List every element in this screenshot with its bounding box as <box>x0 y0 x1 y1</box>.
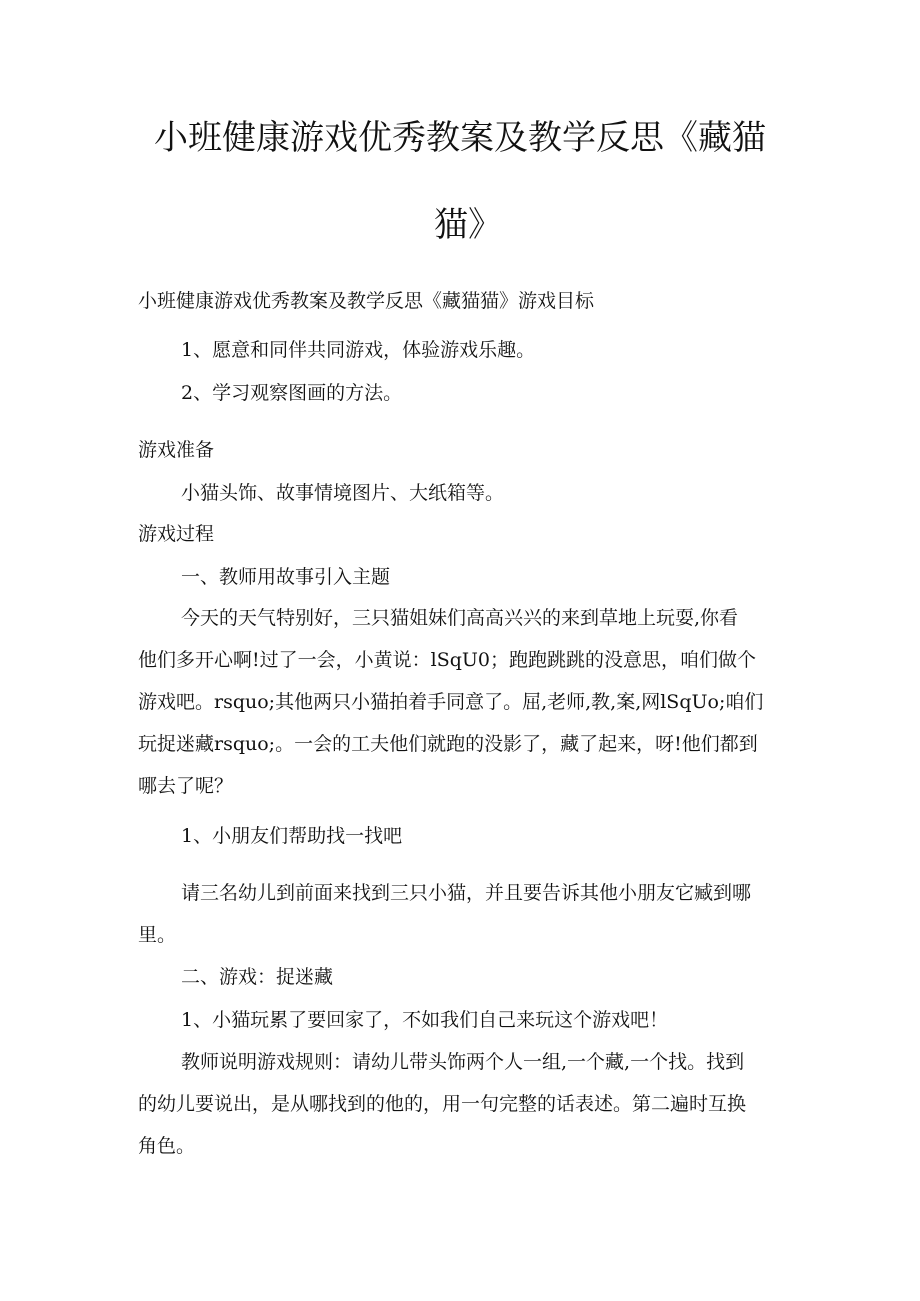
part1-heading: 一、教师用故事引入主题 <box>181 566 391 588</box>
intro-line: 小班健康游戏优秀教案及教学反思《藏猫猫》游戏目标 <box>138 290 595 312</box>
step1-line-1: 请三名幼儿到前面来找到三只小猫，并且要告诉其他小朋友它臧到哪 <box>181 882 752 904</box>
step1-line-2: 里。 <box>138 924 177 946</box>
story-line-4: 玩捉迷藏rsquo;。一会的工夫他们就跑的没影了，藏了起来，呀!他们都到 <box>138 733 758 755</box>
story-line-1: 今天的天气特别好，三只猫姐妹们高高兴兴的来到草地上玩耍,你看 <box>181 607 739 629</box>
story-line-5: 哪去了呢？ <box>138 775 234 797</box>
part2-step1: 1、小猫玩累了要回家了，不如我们自己来玩这个游戏吧！ <box>181 1009 669 1031</box>
rules-line-1: 教师说明游戏规则：请幼儿带头饰两个人一组,一个藏,一个找。找到 <box>181 1051 745 1073</box>
process-heading: 游戏过程 <box>138 523 215 545</box>
document-title-line-2: 猫》 <box>434 205 502 245</box>
rules-line-2: 的幼儿要说出，是从哪找到的他的，用一句完整的话表述。第二遍时互换 <box>138 1093 747 1115</box>
rules-line-3: 角色。 <box>138 1135 196 1157</box>
story-line-3: 游戏吧。rsquo;其他两只小猫拍着手同意了。屈,老师,教,案,网lSqUo;咱们 <box>138 691 764 713</box>
preparation-text: 小猫头饰、故事情境图片、大纸箱等。 <box>181 482 505 504</box>
preparation-heading: 游戏准备 <box>138 439 215 461</box>
document-title-line-1: 小班健康游戏优秀教案及教学反思《藏猫 <box>154 118 766 158</box>
goal-item-1: 1、愿意和同伴共同游戏，体验游戏乐趣。 <box>181 339 536 361</box>
story-line-2: 他们多开心啊!过了一会，小黄说：lSqU0；跑跑跳跳的没意思，咱们做个 <box>138 649 756 671</box>
part2-heading: 二、游戏：捉迷藏 <box>181 966 334 988</box>
step1-heading: 1、小朋友们帮助找一找吧 <box>181 825 403 847</box>
goal-item-2: 2、学习观察图画的方法。 <box>181 382 403 404</box>
